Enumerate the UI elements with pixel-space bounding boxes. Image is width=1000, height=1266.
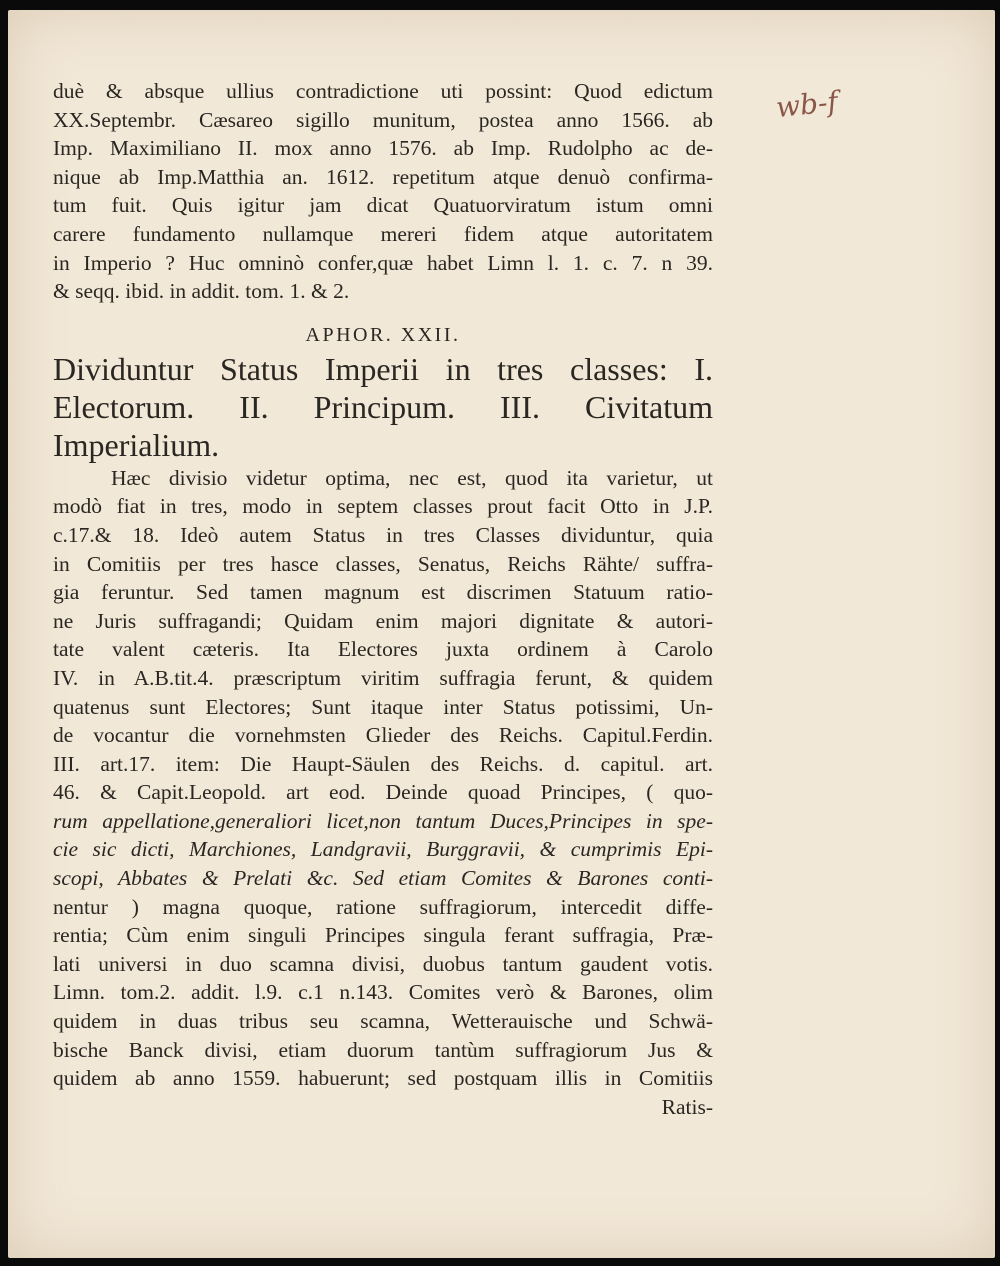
text-line: cie sic dicti, Marchiones, Landgravii, Burggravii, & cumprimis Epi- bbox=[53, 837, 713, 862]
body-paragraph bbox=[53, 464, 713, 1093]
text-line: rum appellatione,generaliori licet,non tantum Duces,Principes in spe- bbox=[53, 808, 713, 833]
text-line: gia feruntur. Sed tamen magnum est discrimen Statuum ratio- bbox=[53, 580, 713, 605]
text-line: bische Banck divisi, etiam duorum tantùm suffragiorum Jus & bbox=[53, 1037, 713, 1062]
text-line: XX.Septembr. Cæsareo sigillo munitum, postea anno 1566. ab bbox=[53, 107, 713, 132]
heading-line: Electorum. II. Principum. III. Civitatum bbox=[53, 388, 713, 425]
text-line: de vocantur die vornehmsten Glieder des Reichs. Capitul.Ferdin. bbox=[53, 723, 713, 748]
catchword: Ratis- bbox=[661, 1094, 713, 1119]
heading-line: Dividuntur Status Imperii in tres classes: I. bbox=[53, 350, 713, 387]
text-line: modò fiat in tres, modo in septem classes prout facit Otto in J.P. bbox=[53, 494, 713, 519]
text-line: ne Juris suffragandi; Quidam enim majori dignitate & autori- bbox=[53, 608, 713, 633]
text-line: III. art.17. item: Die Haupt-Säulen des Reichs. d. capitul. art. bbox=[53, 751, 713, 776]
handwritten-marginalia: wb-f bbox=[774, 84, 840, 125]
page-text bbox=[53, 77, 713, 1121]
text-line: c.17.& 18. Ideò autem Status in tres Classes dividuntur, quia bbox=[53, 522, 713, 547]
top-paragraph bbox=[53, 77, 713, 306]
text-line: lati universi in duo scamna divisi, duobus tantum gaudent votis. bbox=[53, 951, 713, 976]
text-line: quatenus sunt Electores; Sunt itaque inter Status potissimi, Un- bbox=[53, 694, 713, 719]
text-line: tum fuit. Quis igitur jam dicat Quatuorviratum istum omni bbox=[53, 193, 713, 218]
text-line: scopi, Abbates & Prelati &c. Sed etiam Comites & Barones conti- bbox=[53, 866, 713, 891]
text-line: IV. in A.B.tit.4. præscriptum viritim suffragia ferunt, & quidem bbox=[53, 665, 713, 690]
text-line: in Imperio ? Huc omninò confer,quæ habet Limn l. 1. c. 7. n 39. bbox=[53, 250, 713, 275]
text-line: 46. & Capit.Leopold. art eod. Deinde quoad Principes, ( quo- bbox=[53, 780, 713, 805]
text-line: quidem ab anno 1559. habuerunt; sed postquam illis in Comitiis bbox=[53, 1066, 713, 1091]
text-line: quidem in duas tribus seu scamna, Wetterauische und Schwä- bbox=[53, 1009, 713, 1034]
text-line: duè & absque ullius contradictione uti possint: Quod edictum bbox=[53, 79, 713, 103]
aphorism-heading bbox=[53, 350, 713, 464]
text-line: rentia; Cùm enim singuli Principes singula ferant suffragia, Præ- bbox=[53, 923, 713, 948]
aphorism-title: APHOR. XXII. bbox=[305, 323, 461, 346]
text-line: & seqq. ibid. in addit. tom. 1. & 2. bbox=[53, 279, 350, 304]
text-line: in Comitiis per tres hasce classes, Senatus, Reichs Rähte/ suffra- bbox=[53, 551, 713, 576]
heading-line: Imperialium. bbox=[53, 426, 220, 463]
text-line: tate valent cæteris. Ita Electores juxta ordinem à Carolo bbox=[53, 637, 713, 662]
text-line: Limn. tom.2. addit. l.9. c.1 n.143. Comites verò & Barones, olim bbox=[53, 980, 713, 1005]
text-line: Hæc divisio videtur optima, nec est, quod ita varietur, ut bbox=[111, 465, 713, 490]
text-line: nentur ) magna quoque, ratione suffragiorum, intercedit diffe- bbox=[53, 894, 713, 919]
text-line: nique ab Imp.Matthia an. 1612. repetitum atque denuò confirma- bbox=[53, 164, 713, 189]
text-line: Imp. Maximiliano II. mox anno 1576. ab Imp. Rudolpho ac de- bbox=[53, 136, 713, 161]
text-line: carere fundamento nullamque mereri fidem atque autoritatem bbox=[53, 221, 713, 246]
